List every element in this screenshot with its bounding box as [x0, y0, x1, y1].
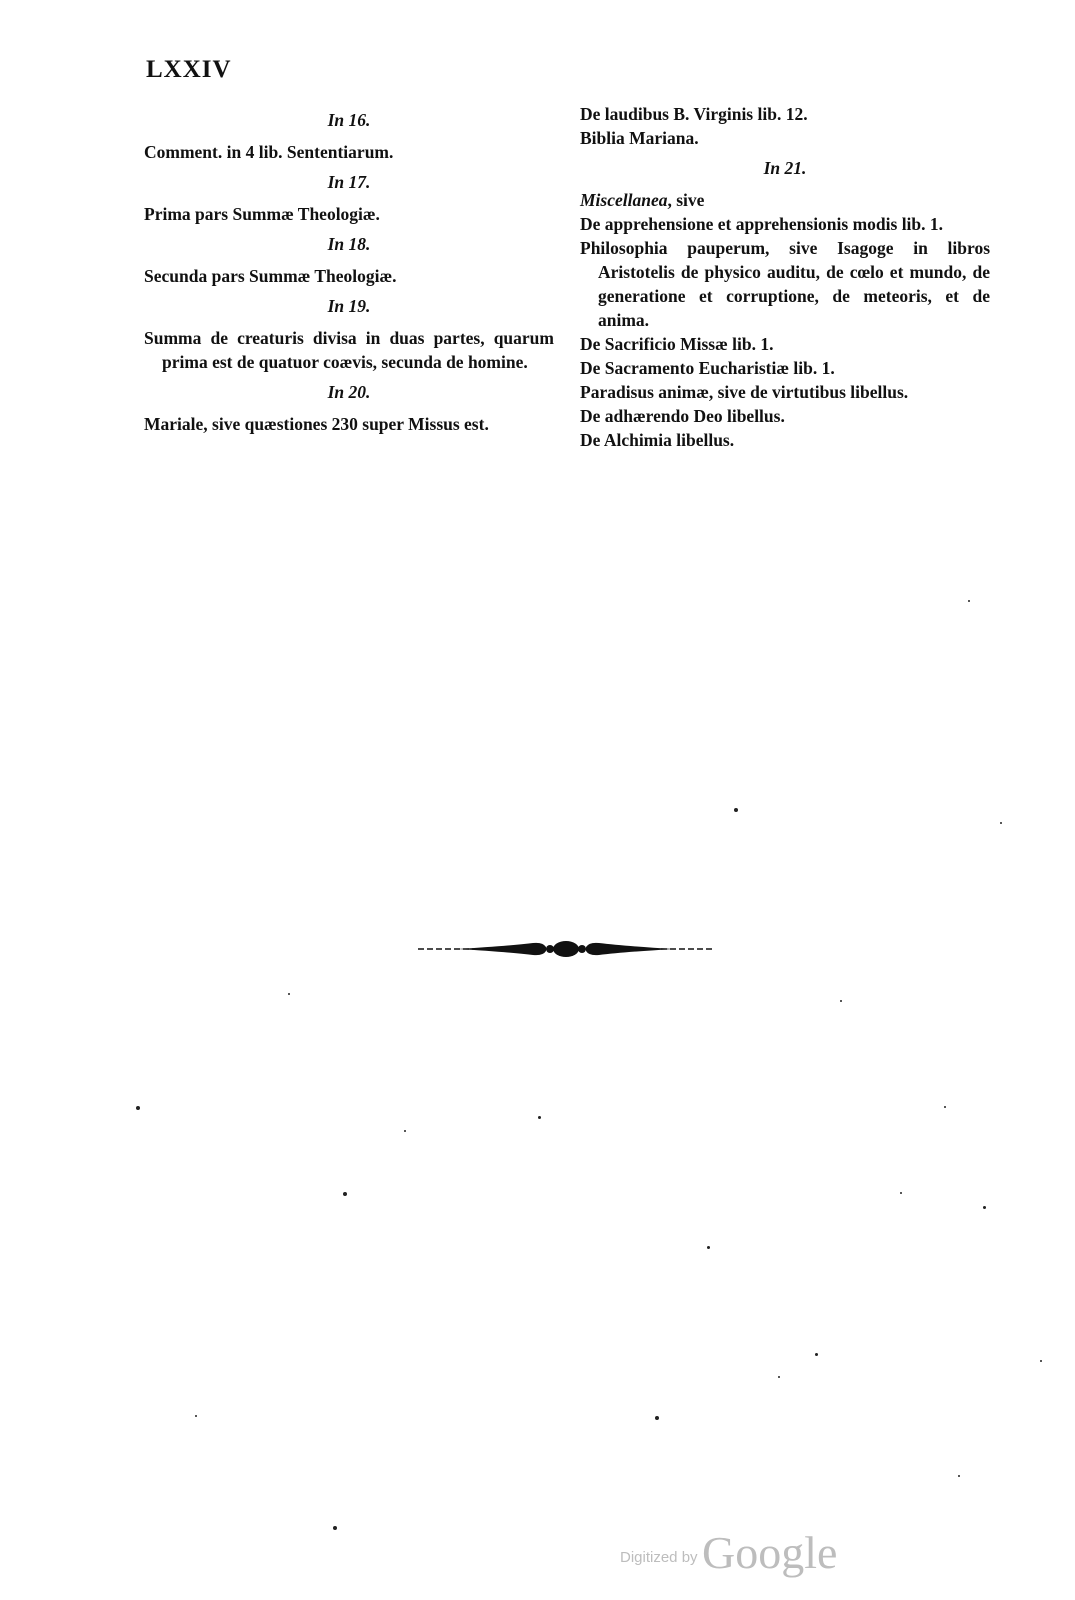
speck — [840, 1000, 842, 1002]
volume-17-entry: Prima pars Summæ Theologiæ. — [144, 204, 380, 224]
speck — [195, 1415, 197, 1417]
volume-20-entry: Mariale, sive quæstiones 230 super Missus est. — [144, 414, 489, 434]
speck — [136, 1106, 140, 1110]
list-item: De adhærendo Deo libellus. — [580, 406, 785, 426]
google-wordmark: Google — [702, 1527, 838, 1578]
speck — [343, 1192, 347, 1196]
digitized-by-google-watermark — [620, 1526, 837, 1579]
speck — [944, 1106, 946, 1108]
speck — [404, 1130, 406, 1132]
speck — [778, 1376, 780, 1378]
speck — [707, 1246, 710, 1249]
miscellanea-heading — [580, 188, 990, 212]
volume-heading-21: In 21. — [763, 158, 807, 178]
list-item: De Sacramento Eucharistiæ lib. 1. — [580, 358, 835, 378]
speck — [815, 1353, 818, 1356]
list-item: Biblia Mariana. — [580, 128, 699, 148]
speck — [1040, 1360, 1042, 1362]
ornament-divider — [418, 938, 714, 960]
page-number: LXXIV — [146, 56, 232, 83]
list-item: De apprehensione et apprehensionis modis lib. 1. — [580, 214, 944, 234]
speck — [288, 993, 290, 995]
volume-16-entry: Comment. in 4 lib. Sententiarum. — [144, 142, 394, 162]
digitized-label: Digitized by — [620, 1549, 698, 1566]
list-item: Paradisus animæ, sive de virtutibus libellus. — [580, 382, 909, 402]
left-column — [144, 102, 554, 436]
volume-heading-16: In 16. — [327, 110, 371, 130]
speck — [655, 1416, 659, 1420]
speck — [983, 1206, 986, 1209]
right-column — [580, 102, 990, 452]
speck — [900, 1192, 902, 1194]
speck — [1000, 822, 1002, 824]
volume-heading-20: In 20. — [327, 382, 371, 402]
speck — [538, 1116, 541, 1119]
speck — [333, 1526, 337, 1530]
list-item: De laudibus B. Virginis lib. 12. — [580, 104, 808, 124]
list-item: Philosophia pauperum, sive Isagoge in libros Aristotelis de physico auditu, de cœlo et mundo, de generatione et corruptione, de meteoris, et de anima. — [580, 238, 990, 330]
list-item: De Sacrificio Missæ lib. 1. — [580, 334, 774, 354]
speck — [958, 1475, 960, 1477]
speck — [734, 808, 738, 812]
volume-19-entry: Summa de creaturis divisa in duas partes, quarum prima est de quatuor coævis, secunda de homine. — [144, 328, 554, 372]
volume-heading-18: In 18. — [327, 234, 371, 254]
volume-heading-17: In 17. — [327, 172, 371, 192]
volume-heading-19: In 19. — [327, 296, 371, 316]
speck — [968, 600, 970, 602]
miscellanea-suffix: , sive — [667, 190, 705, 210]
miscellanea-title: Miscellanea — [580, 190, 668, 210]
volume-18-entry: Secunda pars Summæ Theologiæ. — [144, 266, 397, 286]
list-item: De Alchimia libellus. — [580, 430, 735, 450]
